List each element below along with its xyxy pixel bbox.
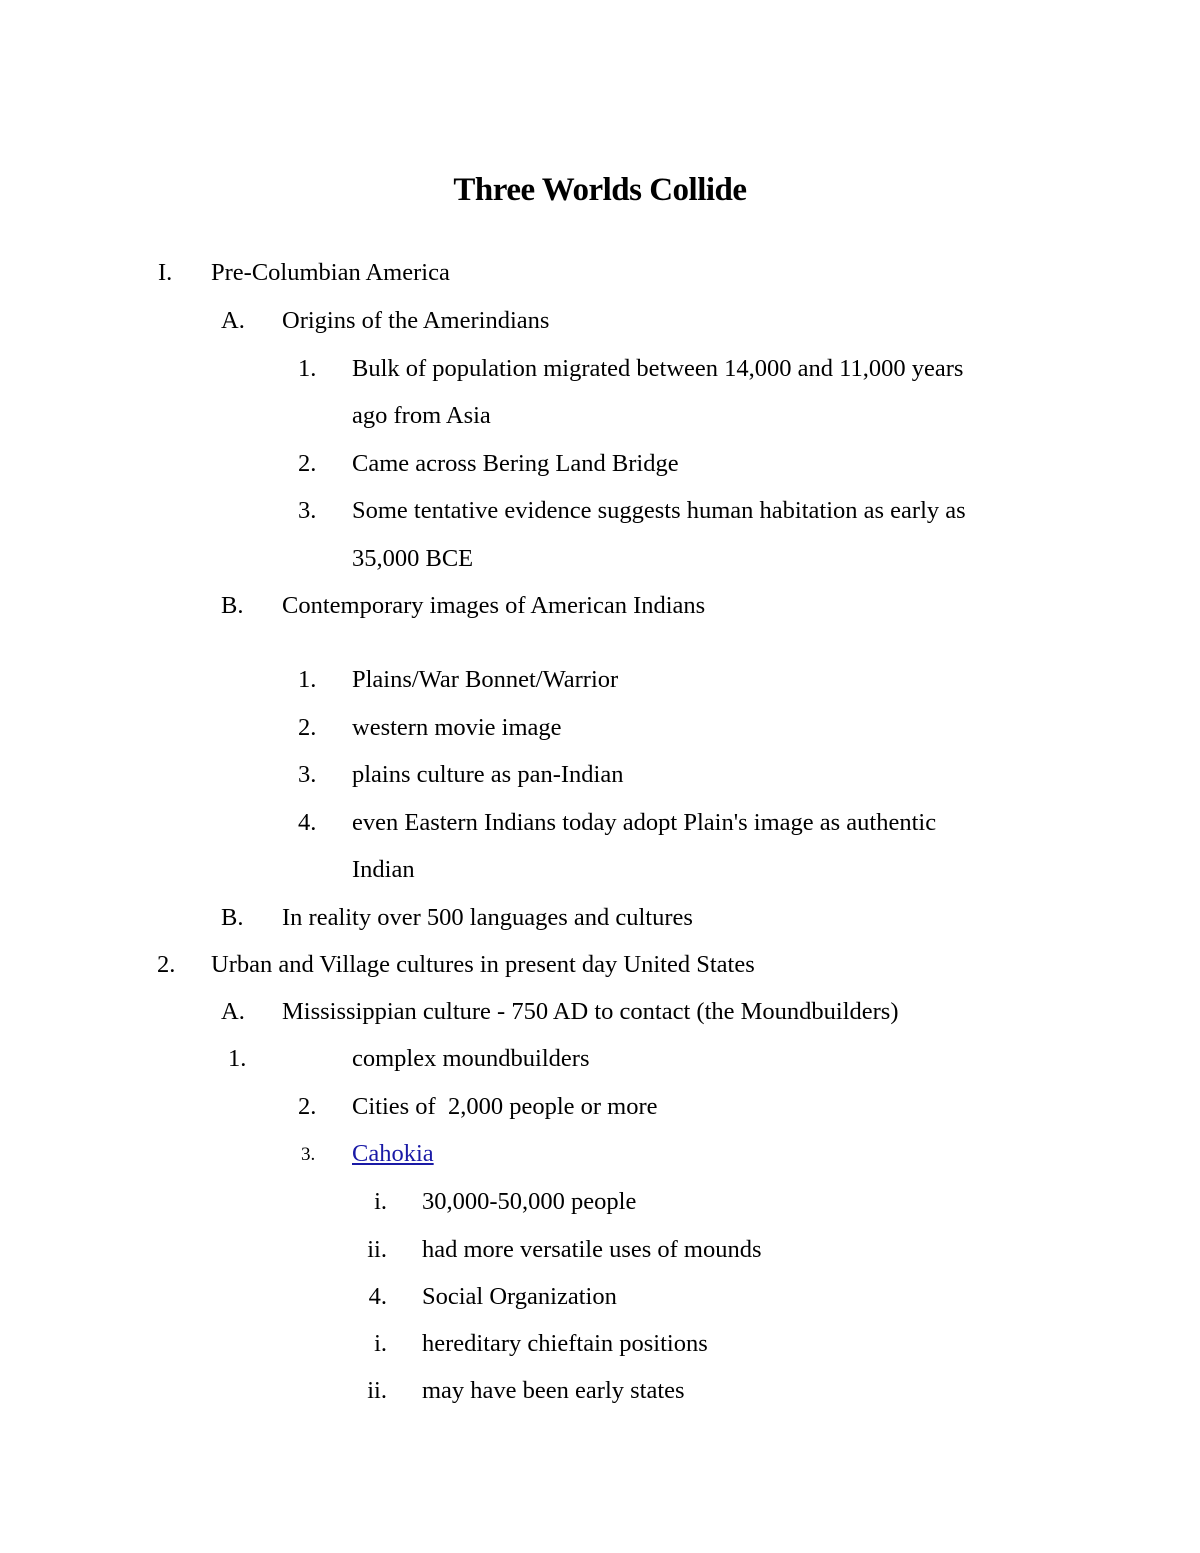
outline-item-text: may have been early states (422, 1377, 685, 1404)
outline-marker: B. (221, 904, 244, 931)
outline-marker: 2. (298, 450, 317, 477)
outline-item-text: Urban and Village cultures in present day United States (211, 951, 755, 978)
outline-marker: A. (221, 307, 245, 334)
outline-item-text: Came across Bering Land Bridge (352, 450, 679, 477)
outline-marker: 2. (298, 714, 317, 741)
outline-item-text: Cities of 2,000 people or more (352, 1093, 658, 1120)
outline-item-text: had more versatile uses of mounds (422, 1236, 762, 1263)
outline-marker: 3. (298, 497, 317, 524)
outline-item-text: Some tentative evidence suggests human habitation as early as (352, 497, 966, 524)
outline-marker: 4. (298, 809, 317, 836)
outline-item-text: In reality over 500 languages and cultures (282, 904, 693, 931)
outline-item-text: Mississippian culture - 750 AD to contact (the Moundbuilders) (282, 998, 899, 1025)
outline-item-text: ago from Asia (352, 402, 491, 429)
outline-marker: 4. (368, 1283, 387, 1310)
outline-marker: ii. (367, 1377, 387, 1404)
outline-marker: B. (221, 592, 244, 619)
outline-item-text: 30,000-50,000 people (422, 1188, 637, 1215)
outline-marker: 3. (298, 761, 317, 788)
outline-item-text: hereditary chieftain positions (422, 1330, 708, 1357)
outline-marker: 2. (157, 951, 176, 978)
outline-item-text: plains culture as pan-Indian (352, 761, 624, 788)
outline-marker: 1. (298, 666, 317, 693)
outline-marker: I. (158, 259, 173, 286)
outline-item-text: Origins of the Amerindians (282, 307, 550, 334)
outline-marker: ii. (367, 1236, 387, 1263)
outline-item-text: western movie image (352, 714, 562, 741)
outline-marker: A. (221, 998, 245, 1025)
outline-item-text: Pre-Columbian America (211, 259, 450, 286)
outline-item-text: Plains/War Bonnet/Warrior (352, 666, 619, 693)
outline-item-text: Bulk of population migrated between 14,000 and 11,000 years (352, 355, 964, 382)
outline-marker: 1. (228, 1045, 247, 1072)
outline-marker: i. (374, 1188, 387, 1215)
outline-item-text: Contemporary images of American Indians (282, 592, 706, 619)
outline-item-text: even Eastern Indians today adopt Plain's image as authentic (352, 809, 937, 836)
cahokia-link[interactable]: Cahokia (352, 1140, 434, 1167)
outline-marker: 3. (301, 1144, 316, 1165)
outline-item-text: Indian (352, 856, 415, 883)
outline-item-text: Social Organization (422, 1283, 617, 1310)
outline-item-text: 35,000 BCE (352, 545, 474, 572)
outline-marker: 2. (298, 1093, 317, 1120)
outline-marker: i. (374, 1330, 387, 1357)
outline-item-text: complex moundbuilders (352, 1045, 590, 1072)
outline-marker: 1. (298, 355, 317, 382)
document-title: Three Worlds Collide (453, 172, 747, 208)
